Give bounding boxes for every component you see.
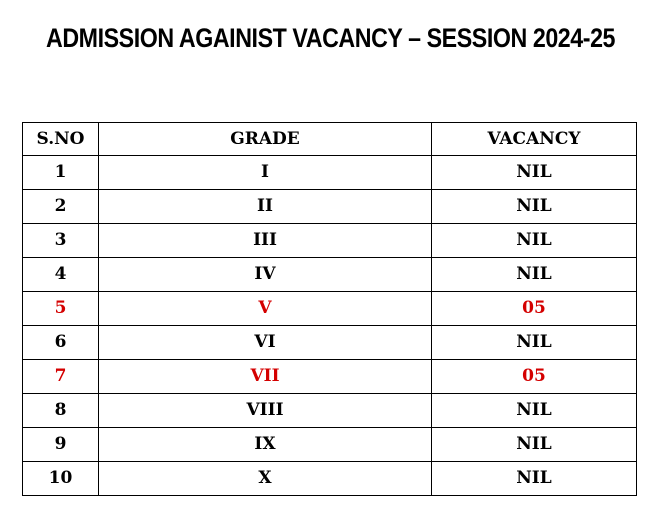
cell-grade: X: [99, 462, 432, 496]
table-row: [23, 292, 637, 326]
cell-sno: 6: [23, 326, 99, 360]
cell-grade: IX: [99, 428, 432, 462]
header-vacancy: VACANCY: [432, 123, 637, 156]
cell-sno: 3: [23, 224, 99, 258]
cell-vacancy: NIL: [432, 258, 637, 292]
table-row: [23, 190, 637, 224]
table-row: [23, 428, 637, 462]
table-body: [23, 156, 637, 496]
table-row: [23, 156, 637, 190]
header-grade: GRADE: [99, 123, 432, 156]
cell-grade: VIII: [99, 394, 432, 428]
cell-grade: VII: [99, 360, 432, 394]
cell-sno: 4: [23, 258, 99, 292]
cell-grade: V: [99, 292, 432, 326]
cell-grade: IV: [99, 258, 432, 292]
cell-vacancy: NIL: [432, 190, 637, 224]
table-row: [23, 258, 637, 292]
page-title: ADMISSION AGAINIST VACANCY – SESSION 2024-25: [46, 23, 616, 53]
table-row: [23, 360, 637, 394]
cell-vacancy: NIL: [432, 394, 637, 428]
cell-sno: 5: [23, 292, 99, 326]
table-row: [23, 326, 637, 360]
cell-grade: III: [99, 224, 432, 258]
cell-vacancy: NIL: [432, 326, 637, 360]
table-row: [23, 224, 637, 258]
cell-sno: 1: [23, 156, 99, 190]
cell-vacancy: 05: [432, 292, 637, 326]
cell-vacancy: 05: [432, 360, 637, 394]
cell-sno: 9: [23, 428, 99, 462]
cell-vacancy: NIL: [432, 156, 637, 190]
cell-sno: 10: [23, 462, 99, 496]
table-header-row: [23, 123, 637, 156]
cell-sno: 2: [23, 190, 99, 224]
table-row: [23, 394, 637, 428]
cell-sno: 8: [23, 394, 99, 428]
vacancy-table: [22, 122, 637, 496]
header-sno: S.NO: [23, 123, 99, 156]
cell-grade: II: [99, 190, 432, 224]
cell-vacancy: NIL: [432, 462, 637, 496]
cell-grade: I: [99, 156, 432, 190]
cell-vacancy: NIL: [432, 428, 637, 462]
cell-vacancy: NIL: [432, 224, 637, 258]
cell-grade: VI: [99, 326, 432, 360]
cell-sno: 7: [23, 360, 99, 394]
table-row: [23, 462, 637, 496]
